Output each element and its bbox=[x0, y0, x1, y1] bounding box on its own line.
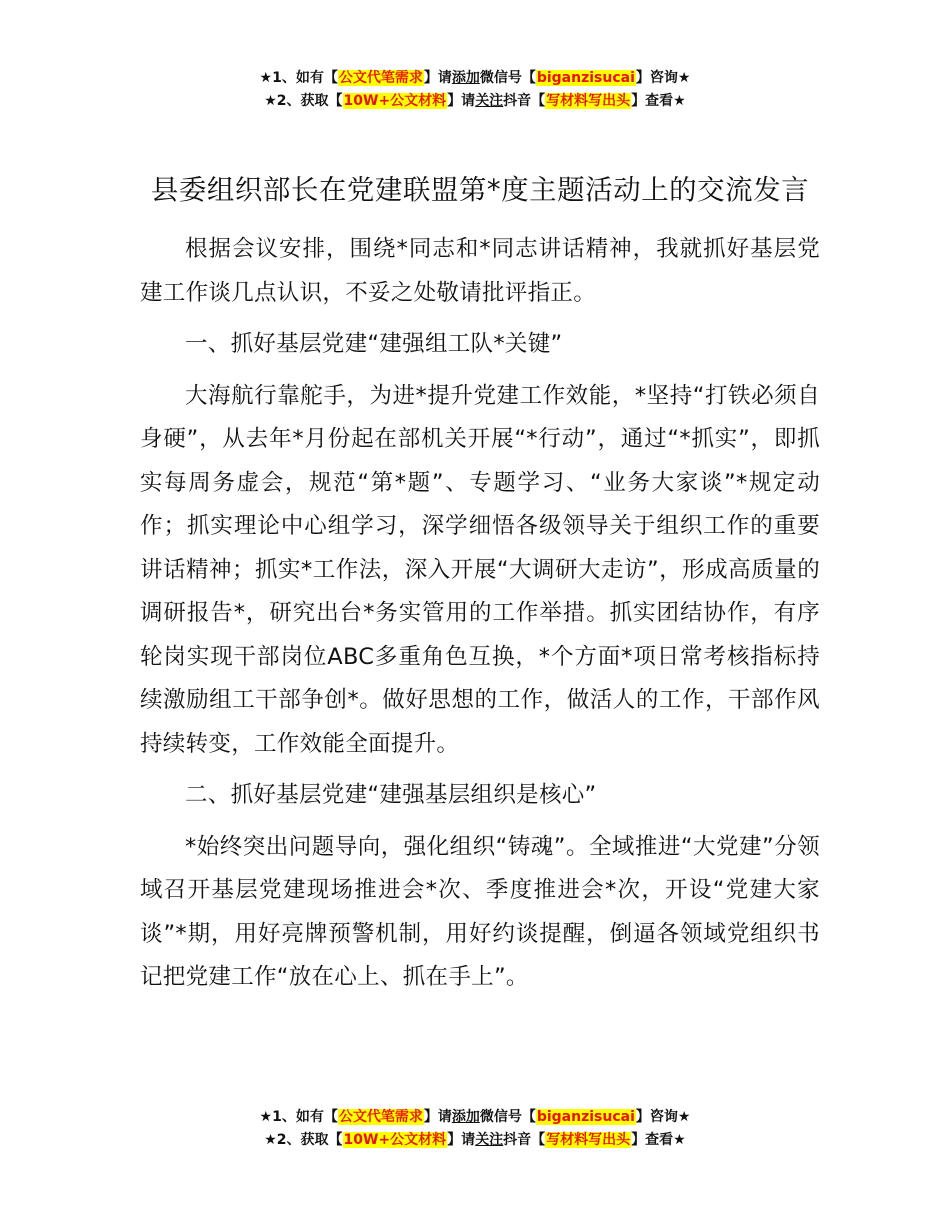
highlight-materials: 10W+公文材料 bbox=[343, 93, 447, 109]
document-body bbox=[140, 168, 820, 1008]
promo-line-2: ★2、获取【10W+公文材料】请关注抖音【写材料写出头】查看★ bbox=[264, 93, 686, 109]
highlight-service: 公文代笔需求 bbox=[338, 70, 423, 86]
section-heading-2: 二、抓好基层党建“建强基层组织是核心” bbox=[185, 782, 597, 808]
promo-line-1: ★1、如有【公文代笔需求】请添加微信号【biganzisucai】咨询★ bbox=[259, 1109, 691, 1125]
document-title: 县委组织部长在党建联盟第*度主题活动上的交流发言 bbox=[150, 174, 810, 206]
promo-line-2: ★2、获取【10W+公文材料】请关注抖音【写材料写出头】查看★ bbox=[264, 1132, 686, 1148]
section-heading-1: 一、抓好基层党建“建强组工队*关键” bbox=[185, 331, 563, 357]
paragraph-intro: 根据会议安排，围绕*同志和*同志讲话精神，我就抓好基层党建工作谈几点认识，不妥之处敬请批评指正。 bbox=[140, 236, 820, 306]
promo-header bbox=[0, 67, 950, 113]
paragraph-section-2: *始终突出问题导向，强化组织“铸魂”。全域推进“大党建”分领域召开基层党建现场推进会*次、季度推进会*次，开设“党建大家谈”*期，用好亮牌预警机制，用好约谈提醒，倒逼各领域党组织书记把党建工作“放在心上、抓在手上”。 bbox=[140, 833, 820, 990]
highlight-douyin-id: 写材料写出头 bbox=[546, 1132, 631, 1148]
highlight-wechat-id: biganzisucai bbox=[536, 70, 635, 86]
highlight-service: 公文代笔需求 bbox=[338, 1109, 423, 1125]
promo-line-1: ★1、如有【公文代笔需求】请添加微信号【biganzisucai】咨询★ bbox=[259, 70, 691, 86]
promo-footer bbox=[0, 1106, 950, 1152]
paragraph-section-1: 大海航行靠舵手，为进*提升党建工作效能，*坚持“打铁必须自身硬”，从去年*月份起在部机关开展“*行动”，通过“*抓实”，即抓实每周务虚会，规范“第*题”、专题学习、“业务大家谈”*规定动作；抓实理论中心组学习，深学细悟各级领导关于组织工作的重要讲话精神；抓实*工作法，深入开展“大调研大走访”，形成高质量的调研报告*，研究出台*务实管用的工作举措。抓实团结协作，有序轮岗实现干部岗位ABC多重角色互换，*个方面*项日常考核指标持续激励组工干部争创*。做好思想的工作，做活人的工作，干部作风持续转变，工作效能全面提升。 bbox=[140, 382, 820, 757]
highlight-wechat-id: biganzisucai bbox=[536, 1109, 635, 1125]
highlight-douyin-id: 写材料写出头 bbox=[546, 93, 631, 109]
highlight-materials: 10W+公文材料 bbox=[343, 1132, 447, 1148]
